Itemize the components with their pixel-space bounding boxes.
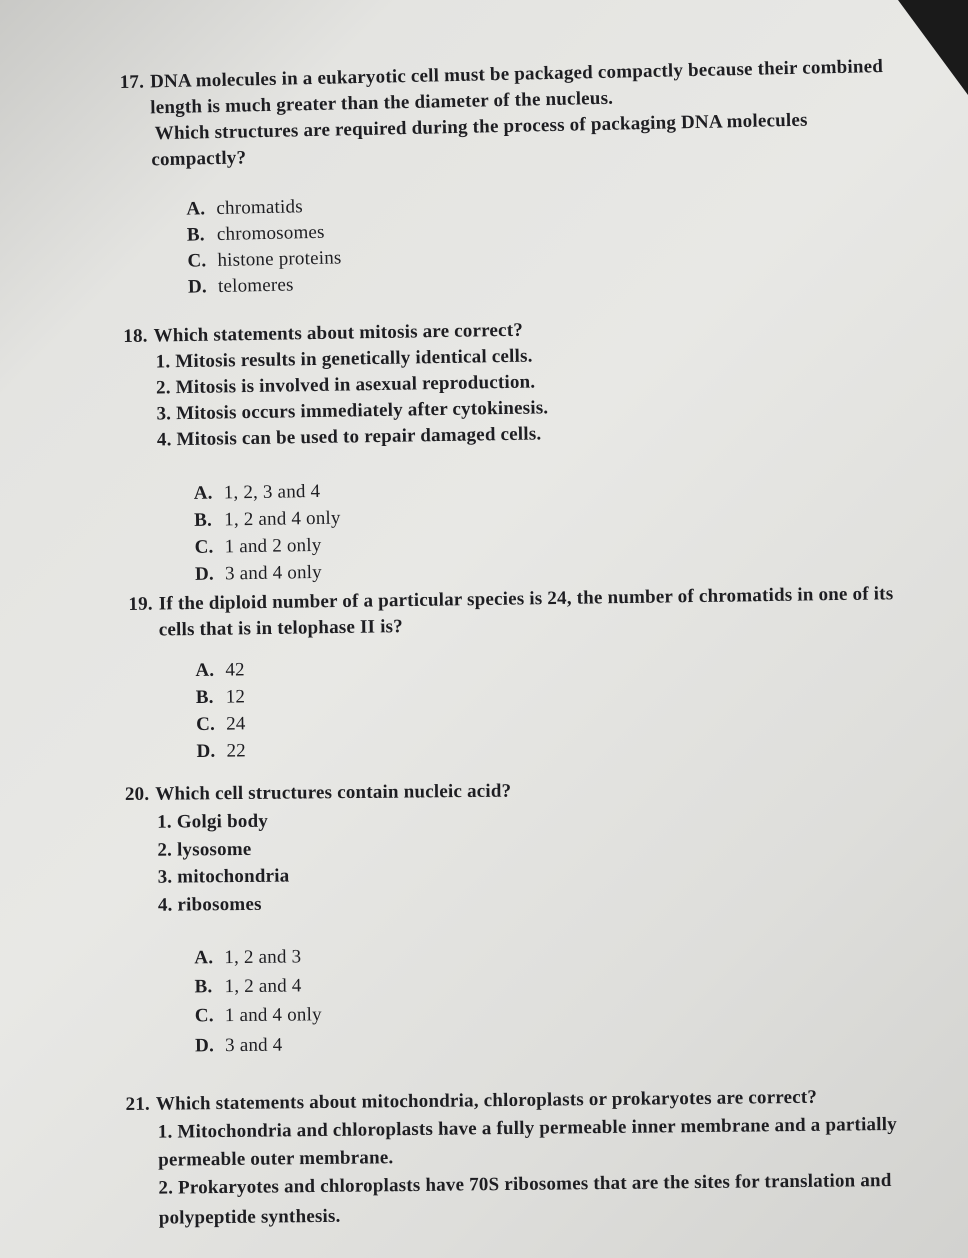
- statement-3: 3. Mitosis occurs immediately after cytokinesis.: [156, 397, 549, 425]
- statement-1-line-1: 1. Mitochondria and chloroplasts have a fully permeable inner membrane and a partially: [157, 1113, 897, 1143]
- option-c[interactable]: C. 1 and 4 only: [194, 1004, 322, 1027]
- question-18-stem: 18. Which statements about mitosis are correct?: [123, 319, 524, 347]
- statement-2-line-2: polypeptide synthesis.: [158, 1205, 341, 1229]
- option-b[interactable]: B. 1, 2 and 4 only: [194, 507, 341, 531]
- option-d[interactable]: D. telomeres: [187, 274, 294, 298]
- question-20-stem: 20. Which cell structures contain nucleic acid?: [124, 780, 512, 805]
- statement-1-line-2: permeable outer membrane.: [158, 1147, 394, 1171]
- option-b[interactable]: B. chromosomes: [186, 221, 325, 246]
- option-d[interactable]: D. 3 and 4 only: [194, 561, 323, 585]
- option-c[interactable]: C. histone proteins: [187, 247, 342, 272]
- option-d[interactable]: D. 3 and 4: [195, 1034, 283, 1057]
- option-a[interactable]: A. 1, 2 and 3: [194, 946, 302, 969]
- question-17: [0, 0, 968, 298]
- option-c[interactable]: C. 24: [195, 713, 246, 736]
- question-number: 17.: [119, 71, 145, 94]
- question-17-stem-line-3: Which structures are required during the process of packaging DNA molecules: [154, 109, 808, 145]
- option-a[interactable]: A. chromatids: [186, 196, 304, 220]
- statement-2: 2. lysosome: [157, 838, 252, 861]
- statement-4: 4. ribosomes: [157, 893, 262, 916]
- question-19-stem-line-1: 19. If the diploid number of a particular species is 24, the number of chromatids in one of its: [128, 583, 894, 615]
- statement-4: 4. Mitosis can be used to repair damaged cells.: [156, 423, 542, 451]
- option-b[interactable]: B. 1, 2 and 4: [194, 975, 302, 998]
- statement-1: 1. Mitosis results in genetically identical cells.: [155, 345, 533, 373]
- statement-1: 1. Golgi body: [157, 810, 269, 833]
- question-number: 18.: [123, 325, 148, 347]
- statement-2-line-1: 2. Prokaryotes and chloroplasts have 70S ribosomes that are the sites for translation and: [158, 1169, 892, 1199]
- question-17-stem-line-1: 17. DNA molecules in a eukaryotic cell must be packaged compactly because their combined: [119, 56, 884, 94]
- question-19-stem-line-2: cells that is in telophase II is?: [158, 616, 404, 641]
- question-number: 19.: [128, 593, 153, 615]
- option-c[interactable]: C. 1 and 2 only: [194, 534, 322, 558]
- question-17-stem-line-2: length is much greater than the diameter of the nucleus.: [150, 87, 614, 119]
- option-a[interactable]: A. 1, 2, 3 and 4: [193, 480, 321, 504]
- question-number: 20.: [124, 783, 150, 805]
- option-d[interactable]: D. 22: [196, 740, 247, 763]
- statement-2: 2. Mitosis is involved in asexual reproduction.: [155, 371, 536, 399]
- question-21-stem: 21. Which statements about mitochondria, chloroplasts or prokaryotes are correct?: [125, 1086, 818, 1116]
- option-a[interactable]: A. 42: [195, 659, 245, 682]
- option-b[interactable]: B. 12: [195, 686, 246, 709]
- question-17-stem-line-4: compactly?: [151, 147, 247, 171]
- statement-3: 3. mitochondria: [157, 865, 290, 888]
- question-number: 21.: [125, 1093, 151, 1116]
- page-corner-shadow: [898, 0, 968, 95]
